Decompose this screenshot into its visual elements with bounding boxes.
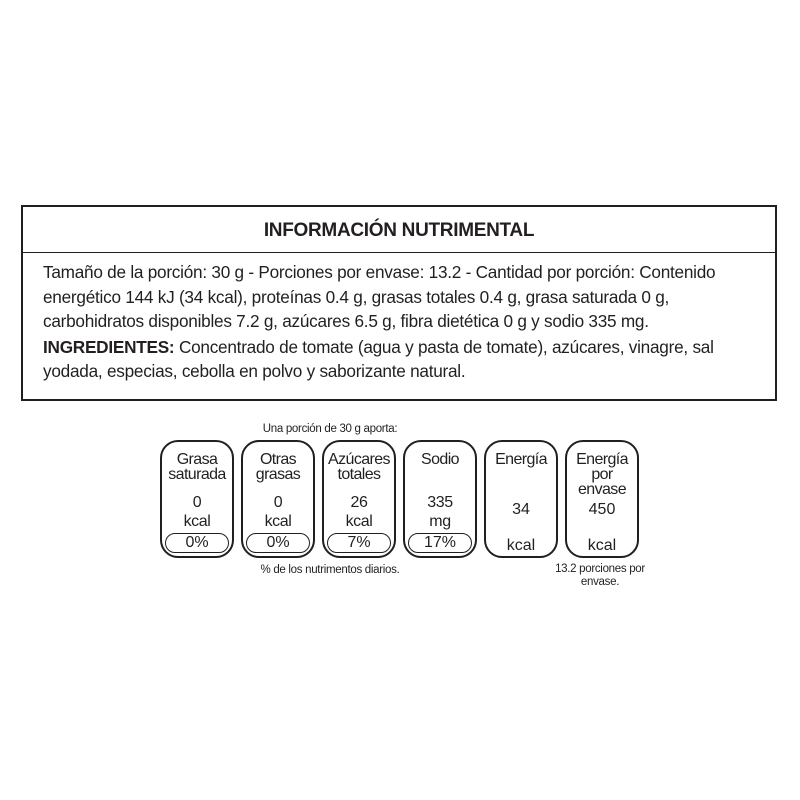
badge-label: Sodio	[421, 451, 459, 468]
badge-unit: kcal	[506, 537, 536, 554]
badge-unit: mg	[429, 513, 451, 530]
badge-unit: kcal	[264, 513, 292, 530]
badge-unit: kcal	[345, 513, 373, 530]
badge-label: Azúcares totales	[328, 451, 390, 483]
title-divider	[23, 252, 775, 253]
ingredients-text: Concentrado de tomate (agua y pasta de tomate), azúcares, vinagre, sal yodada, especias, cebolla en polvo y saborizante natural.	[43, 336, 714, 381]
badge-percent: 7%	[327, 533, 391, 553]
badge-value	[324, 493, 394, 531]
badge-energia	[484, 440, 558, 558]
badge-amount: 34	[512, 501, 530, 518]
daily-nutrients-caption: % de los nutrimentos diarios.	[260, 564, 400, 576]
badge-percent: 17%	[408, 533, 472, 553]
ingredients	[43, 335, 763, 384]
badge-label: Energía	[495, 451, 547, 468]
badge-percent: 0%	[165, 533, 229, 553]
badge-unit: kcal	[587, 537, 617, 554]
portion-caption: Una porción de 30 g aporta:	[262, 423, 398, 435]
badge-energia-envase	[565, 440, 639, 558]
badge-amount: 0	[192, 494, 202, 511]
badge-amount: 335	[427, 494, 453, 511]
badge-label: Energía por envase	[576, 451, 628, 498]
badge-amount: 0	[273, 494, 283, 511]
badge-amount: 26	[350, 494, 368, 511]
badge-label: Otras grasas	[255, 451, 301, 483]
badge-value	[405, 493, 475, 531]
nutrition-title: INFORMACIÓN NUTRIMENTAL	[263, 220, 535, 241]
nutrition-body	[43, 260, 763, 384]
ingredients-label: INGREDIENTES:	[43, 336, 175, 357]
badge-value	[243, 493, 313, 531]
badge-amount: 450	[588, 501, 616, 518]
serving-info: Tamaño de la porción: 30 g - Porciones por envase: 13.2 - Cantidad por porción: Contenido energético 144 kJ (34 kcal), proteínas 0.4 g, grasas totales 0.4 g, grasa saturada 0 g, carbohidratos disponibles 7.2 g, azúcares 6.5 g, fibra dietética 0 g y sodio 335 mg.	[43, 262, 716, 331]
badge-azucares-totales	[322, 440, 396, 558]
badge-grasa-saturada	[160, 440, 234, 558]
badge-sodio	[403, 440, 477, 558]
badge-value	[162, 493, 232, 531]
servings-per-package-caption: 13.2 porciones por envase.	[555, 563, 645, 588]
nutrition-info-box	[21, 205, 777, 401]
badge-percent: 0%	[246, 533, 310, 553]
badge-otras-grasas	[241, 440, 315, 558]
badge-label: Grasa saturada	[168, 451, 226, 483]
badge-unit: kcal	[183, 513, 211, 530]
